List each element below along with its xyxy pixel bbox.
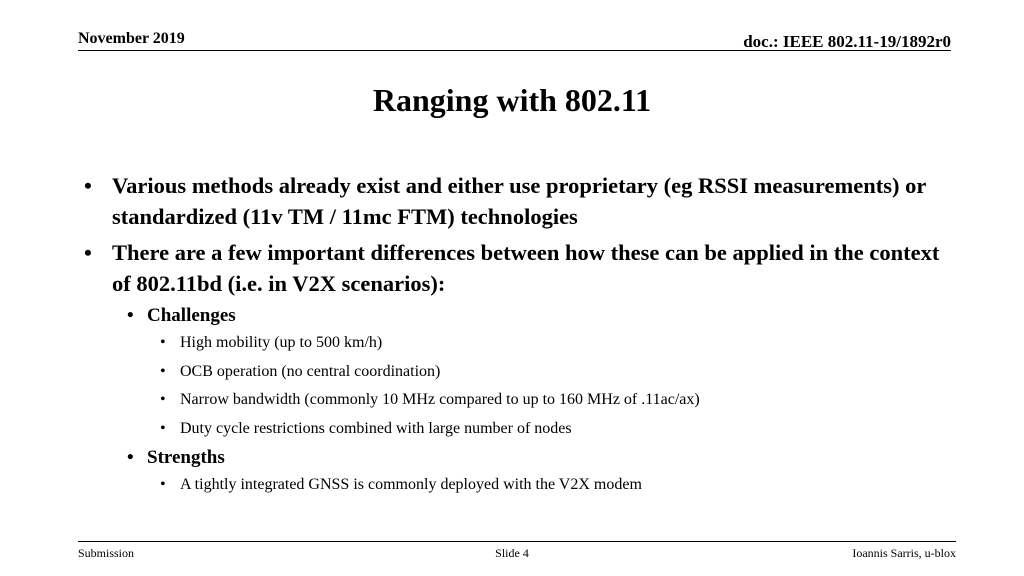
sub-bullet-strengths [82, 446, 942, 470]
bullet-methods [82, 170, 942, 232]
challenge-item [82, 332, 942, 353]
header-divider [78, 50, 951, 51]
bullet-dot: • [127, 447, 134, 468]
strength-item-text: A tightly integrated GNSS is commonly deployed with the V2X modem [180, 476, 642, 493]
challenge-item [82, 361, 942, 382]
bullet-dot: • [160, 334, 166, 351]
challenge-item [82, 389, 942, 410]
footer-slide-number: Slide 4 [495, 546, 529, 560]
bullet-dot: • [127, 305, 134, 326]
strengths-label: Strengths [147, 447, 225, 468]
footer-divider [78, 541, 956, 542]
sub-bullet-challenges [82, 304, 942, 328]
challenge-item-text: OCB operation (no central coordination) [180, 362, 441, 380]
header-date: November 2019 [78, 30, 185, 47]
challenge-item [82, 418, 942, 439]
bullet-dot: • [160, 476, 166, 493]
strength-item [82, 474, 942, 495]
challenge-item-text: Narrow bandwidth (commonly 10 MHz compared to up to 160 MHz of .11ac/ax) [180, 391, 700, 408]
slide-title: Ranging with 802.11 [372, 82, 652, 118]
bullet-methods-text: Various methods already exist and either use proprietary (eg RSSI measurements) or standardized (11v TM / 11mc FTM) technologies [112, 173, 926, 229]
footer-submission: Submission [78, 546, 135, 560]
challenge-item-text: Duty cycle restrictions combined with large number of nodes [180, 419, 572, 437]
bullet-dot: • [160, 362, 166, 380]
bullet-dot: • [160, 419, 166, 437]
bullet-differences-text: There are a few important differences between how these can be applied in the context of 802.11bd (i.e. in V2X scenarios): [112, 240, 940, 296]
footer-author: Ioannis Sarris, u-blox [852, 546, 956, 560]
challenges-label: Challenges [147, 305, 236, 326]
bullet-differences [82, 237, 942, 299]
bullet-dot: • [84, 240, 92, 265]
slide-content [82, 170, 942, 503]
header-doc-id: doc.: IEEE 802.11-19/1892r0 [743, 32, 951, 51]
bullet-dot: • [160, 391, 166, 408]
challenge-item-text: High mobility (up to 500 km/h) [180, 334, 383, 351]
bullet-dot: • [84, 173, 92, 198]
